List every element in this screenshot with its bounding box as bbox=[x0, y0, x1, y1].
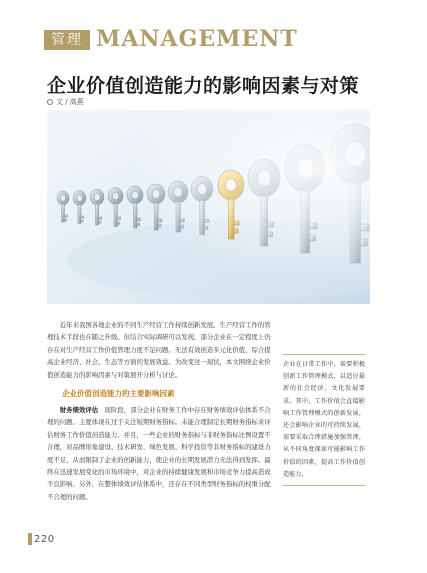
page-number-marker bbox=[28, 533, 32, 545]
keys-icon bbox=[47, 110, 370, 304]
paragraph-lead: 财务绩效评估 bbox=[59, 406, 99, 415]
section-header bbox=[44, 26, 298, 52]
section-heading: 企业价值创造能力的主要影响因素 bbox=[62, 389, 175, 399]
article-title: 企业价值创造能力的影响因素与对策 bbox=[47, 75, 360, 97]
category-label-en: MANAGEMENT bbox=[96, 26, 298, 52]
hero-image bbox=[47, 110, 370, 304]
page-number bbox=[28, 532, 55, 546]
page-number-text: 220 bbox=[34, 533, 55, 545]
article-body bbox=[47, 319, 273, 503]
paragraph-intro: 近年来我国各地企业的不同生产经营工作持续创新发展。生产经营工作的管理技术手段也在随之升级。但结合实际调研可以发现，部分企业在一定程度上仍存在对生产经营工作价值管理力度不足问题。无法有效创造多元化价值，综合提高企业经济、社会、生态等方面的发展效益。为改变这一现状，本文围绕企业价值创造能力的影响因素与对策展开分析与讨论。 bbox=[47, 321, 271, 379]
paragraph-financial bbox=[47, 404, 273, 503]
bullet-icon bbox=[47, 99, 53, 105]
category-label-cn: 管理 bbox=[44, 30, 90, 50]
author-name: 文 / 高燕 bbox=[56, 98, 84, 106]
pull-quote: 企业在日常工作中，需要积极创新工作管理模式，以适应最新的社会经济、文化发展要求。其中，工作价值会直接影响工作管理模式的创新发展，还会影响企业的可持续发展，需要采取合理措施加强管理，从不同角度探索可能影响工作价值的因素，提高工作价值创造能力。 bbox=[283, 354, 365, 486]
paragraph-financial-text: 现阶段，部分企业在财务工作中存在财务绩效评估体系不合理的问题。主要体现在过于关注短期财务指标。未能合理制定长期财务指标来评估财务工作价值创造能力。并且，一些企业的财务指标与非财务指标比例设置不合理，对品牌形象建设、技术研发、绿色发展、科学投资等非财务指标的建设力度不足，从而限制了企业的创新能力，使企业的长期发展潜力无法得到发挥。最终在迅速发展变化的市场环境中，对企业的持续健康发展和市场竞争力提高造成不良影响。另外，在整体绩效评估体系中，还存在不同类型财务指标的权重分配不合理的问题。 bbox=[47, 406, 271, 501]
author-line bbox=[47, 97, 84, 107]
